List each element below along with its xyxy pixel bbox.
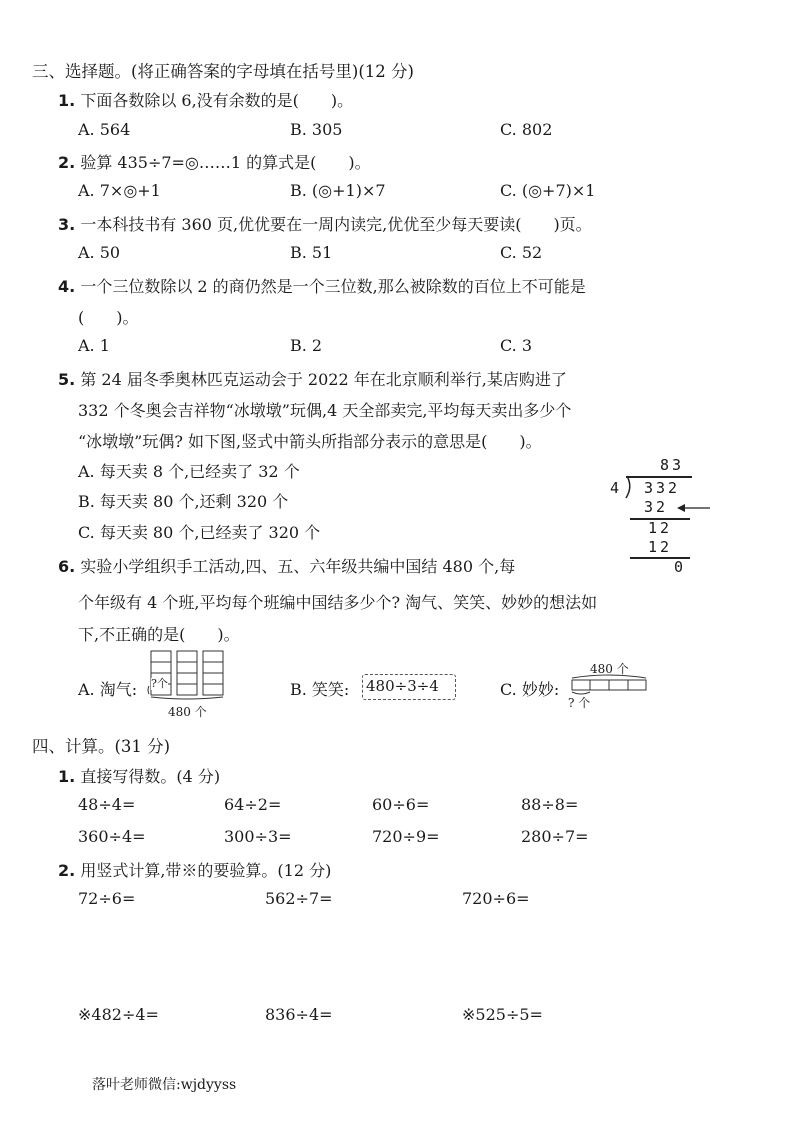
question-number: 1. (58, 91, 76, 110)
question-4 (58, 274, 586, 297)
question-number: 6. (58, 557, 76, 576)
option-a: A. 50 (78, 243, 121, 262)
option-c: C. 52 (500, 243, 543, 262)
division-divisor: 4 (610, 479, 620, 497)
question-text: 第 24 届冬季奥林匹克运动会于 2022 年在北京顺利举行,某店购进了 (80, 370, 567, 389)
division-step1: 32 (644, 498, 669, 516)
option-b: B. 2 (290, 336, 323, 355)
question-text-line2: ( )。 (78, 308, 139, 327)
question-text: 实验小学组织手工活动,四、五、六年级共编中国结 480 个,每 (80, 557, 516, 576)
option-c: C. (◎+7)×1 (500, 181, 596, 200)
option-c: C. 802 (500, 120, 553, 139)
division-remainder2: 0 (674, 558, 684, 576)
xiaoxiao-expression: 480÷3÷4 (366, 677, 439, 695)
miaomiao-total-label: 480 个 (590, 662, 629, 676)
oral-calc-item: 60÷6= (372, 795, 430, 814)
division-remainder1: 12 (648, 519, 673, 537)
section3-title: 三、选择题。(将正确答案的字母填在括号里)(12 分) (32, 62, 414, 81)
question-6 (58, 554, 515, 577)
question-text: 一个三位数除以 2 的商仍然是一个三位数,那么被除数的百位上不可能是 (80, 277, 586, 296)
option-a: A. 564 (78, 120, 131, 139)
question-1 (58, 88, 353, 111)
option-a: A. 每天卖 8 个,已经卖了 32 个 (78, 462, 300, 481)
question-2 (58, 150, 371, 173)
question-text: 验算 435÷7=◎……1 的算式是( )。 (80, 153, 371, 172)
oral-calc-item: 720÷9= (372, 827, 440, 846)
option-b: B. 每天卖 80 个,还剩 320 个 (78, 492, 289, 511)
calc-question-1 (58, 764, 220, 787)
taoqi-total-label: 480 个 (168, 705, 207, 719)
question-number: 4. (58, 277, 76, 296)
long-division (600, 452, 720, 582)
division-quotient: 83 (660, 456, 685, 474)
question-text-line3: 下,不正确的是( )。 (78, 625, 240, 644)
question-3 (58, 212, 592, 235)
question-text: 用竖式计算,带※的要验算。(12 分) (80, 861, 332, 880)
option-c-label: C. 妙妙: (500, 680, 560, 699)
calc-question-2 (58, 858, 331, 881)
taoqi-question-label: ?个 (151, 677, 168, 690)
question-text-line2: 个年级有 4 个班,平均每个班编中国结多少个? 淘气、笑笑、妙妙的想法如 (78, 593, 598, 612)
vertical-calc-item: ※525÷5= (462, 1005, 543, 1024)
vertical-calc-item: ※482÷4= (78, 1005, 159, 1024)
oral-calc-item: 64÷2= (224, 795, 282, 814)
division-dividend: 332 (644, 479, 681, 497)
oral-calc-item: 360÷4= (78, 827, 146, 846)
oral-calc-item: 300÷3= (224, 827, 292, 846)
option-a: A. 7×◎+1 (78, 181, 161, 200)
oral-calc-item: 280÷7= (521, 827, 589, 846)
arrow-left-icon (676, 501, 712, 515)
section4-title: 四、计算。(31 分) (32, 737, 171, 756)
vertical-calc-item: 72÷6= (78, 889, 136, 908)
question-text: 一本科技书有 360 页,优优要在一周内读完,优优至少每天要读( )页。 (80, 215, 592, 234)
question-text: 直接写得数。(4 分) (80, 767, 221, 786)
division-step2: 12 (648, 538, 673, 556)
question-number: 2. (58, 153, 76, 172)
option-b-label: B. 笑笑: (290, 680, 350, 699)
taoqi-diagram (147, 648, 229, 700)
option-c: C. 3 (500, 336, 533, 355)
vertical-calc-item: 720÷6= (462, 889, 530, 908)
question-text-line3: “冰墩墩”玩偶? 如下图,竖式中箭头所指部分表示的意思是( )。 (78, 432, 542, 451)
miaomiao-question-label: ? 个 (568, 696, 591, 710)
oral-calc-item: 48÷4= (78, 795, 136, 814)
vertical-calc-item: 562÷7= (265, 889, 333, 908)
option-c: C. 每天卖 80 个,已经卖了 320 个 (78, 523, 321, 542)
option-b: B. 51 (290, 243, 333, 262)
option-a-label: A. 淘气: (78, 680, 138, 699)
option-a: A. 1 (78, 336, 110, 355)
question-text-line2: 332 个冬奥会吉祥物“冰墩墩”玩偶,4 天全部卖完,平均每天卖出多少个 (78, 401, 572, 420)
question-number: 3. (58, 215, 76, 234)
question-5 (58, 367, 567, 390)
question-number: 2. (58, 861, 76, 880)
division-bracket (620, 475, 634, 499)
vertical-calc-item: 836÷4= (265, 1005, 333, 1024)
question-text: 下面各数除以 6,没有余数的是( )。 (80, 91, 354, 110)
option-b: B. (◎+1)×7 (290, 181, 386, 200)
option-b: B. 305 (290, 120, 343, 139)
question-number: 1. (58, 767, 76, 786)
footer-contact: 落叶老师微信:wjdyyss (92, 1077, 237, 1093)
oral-calc-item: 88÷8= (521, 795, 579, 814)
question-number: 5. (58, 370, 76, 389)
